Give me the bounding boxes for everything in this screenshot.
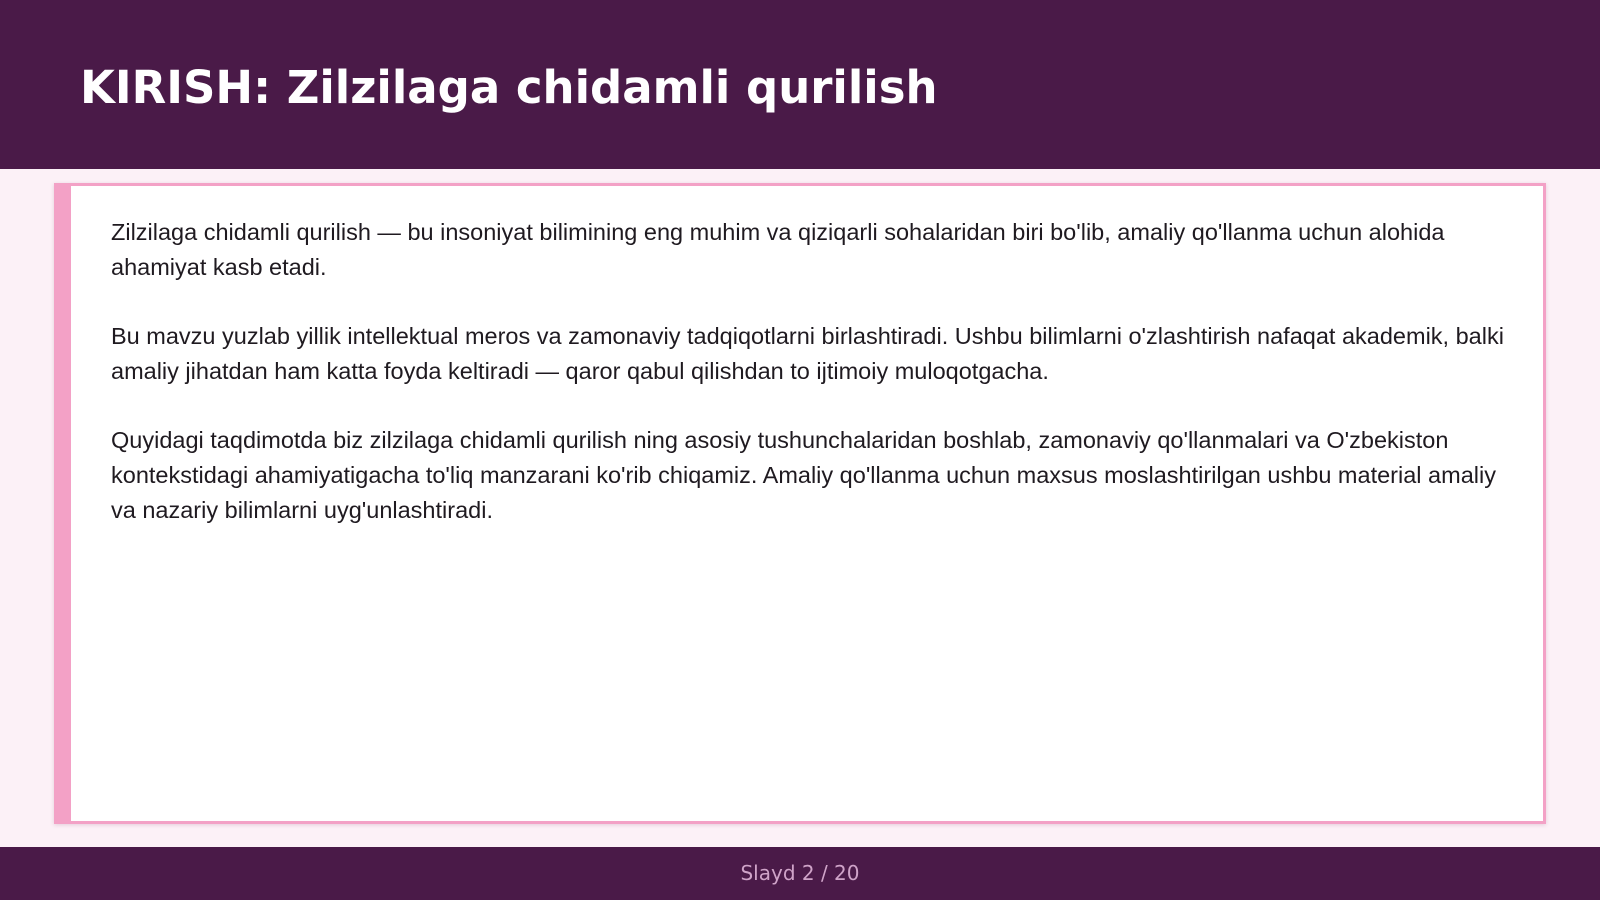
- content-text: [111, 215, 1511, 562]
- slide-footer: [0, 847, 1600, 900]
- slide-title: KIRISH: Zilzilaga chidamli qurilish: [80, 61, 938, 114]
- paragraph-heritage: Bu mavzu yuzlab yillik intellektual meros va zamonaviy tadqiqotlarni birlashtiradi. Ushbu bilimlarni o'zlashtirish nafaqat akademik, balki amaliy jihatdan ham katta foyda keltiradi — qaror qabul qilishdan to ijtimoiy muloqotgacha.: [111, 323, 1504, 384]
- slide-header: [0, 0, 1600, 169]
- slide-counter: Slayd 2 / 20: [740, 861, 860, 885]
- paragraph-overview: Quyidagi taqdimotda biz zilzilaga chidamli qurilish ning asosiy tushunchalaridan boshlab, zamonaviy qo'llanmalari va O'zbekiston kontekstidagi ahamiyatigacha to'liq manzarani ko'rib chiqamiz. Amaliy qo'llanma uchun maxsus moslashtirilgan ushbu material amaliy va nazariy bilimlarni uyg'unlashtiradi.: [111, 427, 1496, 523]
- paragraph-intro: Zilzilaga chidamli qurilish — bu insoniyat bilimining eng muhim va qiziqarli sohalaridan biri bo'lib, amaliy qo'llanma uchun alohida ahamiyat kasb etadi.: [111, 219, 1445, 280]
